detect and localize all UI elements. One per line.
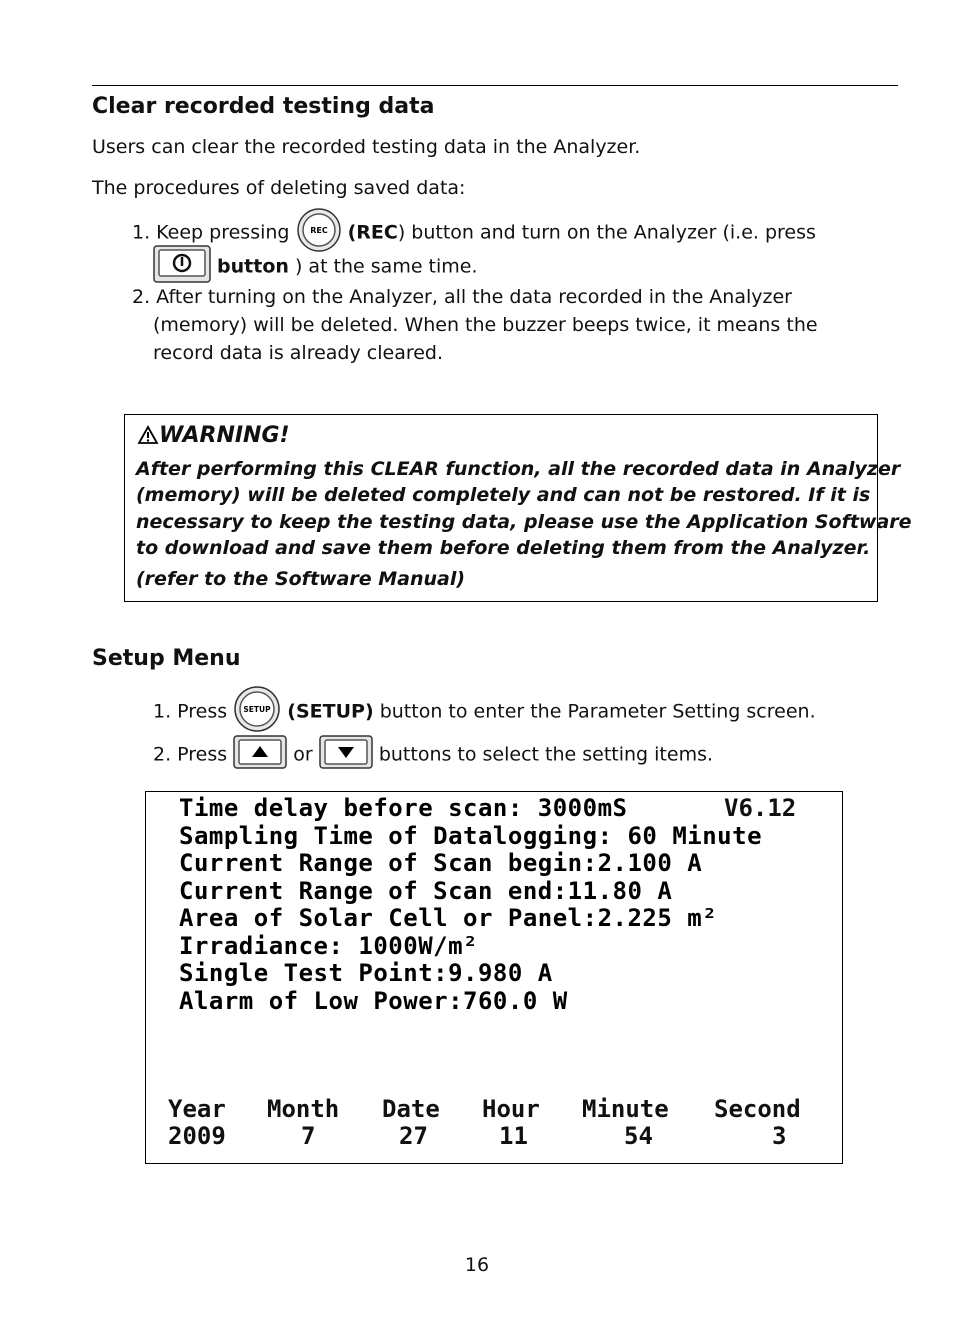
lcd-datetime-value: 3 xyxy=(772,1122,787,1150)
setup-button-icon xyxy=(233,686,281,737)
lcd-line: Current Range of Scan end:11.80 A xyxy=(179,877,673,905)
lcd-line: Area of Solar Cell or Panel:2.225 m² xyxy=(179,904,718,932)
lcd-datetime-value: 54 xyxy=(624,1122,653,1150)
lcd-parameter-screen xyxy=(145,791,843,1164)
clear-step-2-line2: (memory) will be deleted. When the buzzer beeps twice, it means the xyxy=(153,314,818,336)
setup-label: (SETUP) xyxy=(287,700,374,723)
setup-step-2: 2. Press or buttons to select the setting items. xyxy=(153,735,713,774)
lcd-datetime-header: Date xyxy=(382,1095,440,1123)
top-rule xyxy=(92,85,898,86)
clear-step-2-line3: record data is already cleared. xyxy=(153,342,444,364)
power-button-icon xyxy=(153,245,211,288)
paragraph-procedures: The procedures of deleting saved data: xyxy=(92,177,466,199)
lcd-datetime-value: 2009 xyxy=(168,1122,226,1150)
lcd-datetime-header: Month xyxy=(267,1095,340,1123)
warning-line: to download and save them before deleting them from the Analyzer. xyxy=(136,537,871,559)
lcd-line: Sampling Time of Datalogging: 60 Minute xyxy=(179,822,763,850)
warning-title: WARNING! xyxy=(137,423,290,449)
warning-line: (memory) will be deleted completely and can not be restored. If it is xyxy=(136,484,871,506)
up-arrow-button-icon xyxy=(233,735,287,774)
lcd-datetime-header: Hour xyxy=(482,1095,540,1123)
warning-box xyxy=(124,414,912,602)
lcd-line: Irradiance: 1000W/m² xyxy=(179,932,478,960)
warning-line: necessary to keep the testing data, please use the Application Software xyxy=(136,511,912,533)
section-title-clear-data: Clear recorded testing data xyxy=(92,94,435,119)
lcd-datetime-header: Year xyxy=(168,1095,226,1123)
svg-text:SETUP: SETUP xyxy=(243,705,271,714)
lcd-line: Alarm of Low Power:760.0 W xyxy=(179,987,568,1015)
warning-line: (refer to the Software Manual) xyxy=(136,568,466,590)
lcd-line: Time delay before scan: 3000mS xyxy=(179,794,628,822)
lcd-datetime-header: Minute xyxy=(582,1095,669,1123)
clear-step-1: 1. Keep pressing REC (REC) button and turn on the Analyzer (i.e. press xyxy=(132,208,816,257)
page-number: 16 xyxy=(464,1254,490,1276)
svg-text:REC: REC xyxy=(309,226,328,235)
clear-step-1-text: 1. Keep pressing xyxy=(132,221,290,244)
lcd-datetime-value: 7 xyxy=(301,1122,316,1150)
clear-step-1-line2: button ) at the same time. xyxy=(153,245,478,288)
down-arrow-button-icon xyxy=(319,735,373,774)
setup-step-1: 1. Press SETUP (SETUP) button to enter the Parameter Setting screen. xyxy=(153,686,816,737)
section-title-setup-menu: Setup Menu xyxy=(92,646,241,671)
warning-triangle-icon xyxy=(137,424,159,449)
power-button-label: button xyxy=(217,255,289,278)
rec-label: (REC xyxy=(347,221,398,244)
lcd-line: Single Test Point:9.980 A xyxy=(179,959,553,987)
lcd-version: V6.12 xyxy=(724,794,797,822)
paragraph-clear-intro: Users can clear the recorded testing data in the Analyzer. xyxy=(92,136,641,158)
lcd-datetime-header: Second xyxy=(714,1095,801,1123)
lcd-datetime-value: 11 xyxy=(499,1122,528,1150)
clear-step-2-line1: 2. After turning on the Analyzer, all the data recorded in the Analyzer xyxy=(132,286,792,308)
warning-line: After performing this CLEAR function, all the recorded data in Analyzer xyxy=(136,458,901,480)
lcd-datetime-value: 27 xyxy=(399,1122,428,1150)
lcd-line: Current Range of Scan begin:2.100 A xyxy=(179,849,703,877)
